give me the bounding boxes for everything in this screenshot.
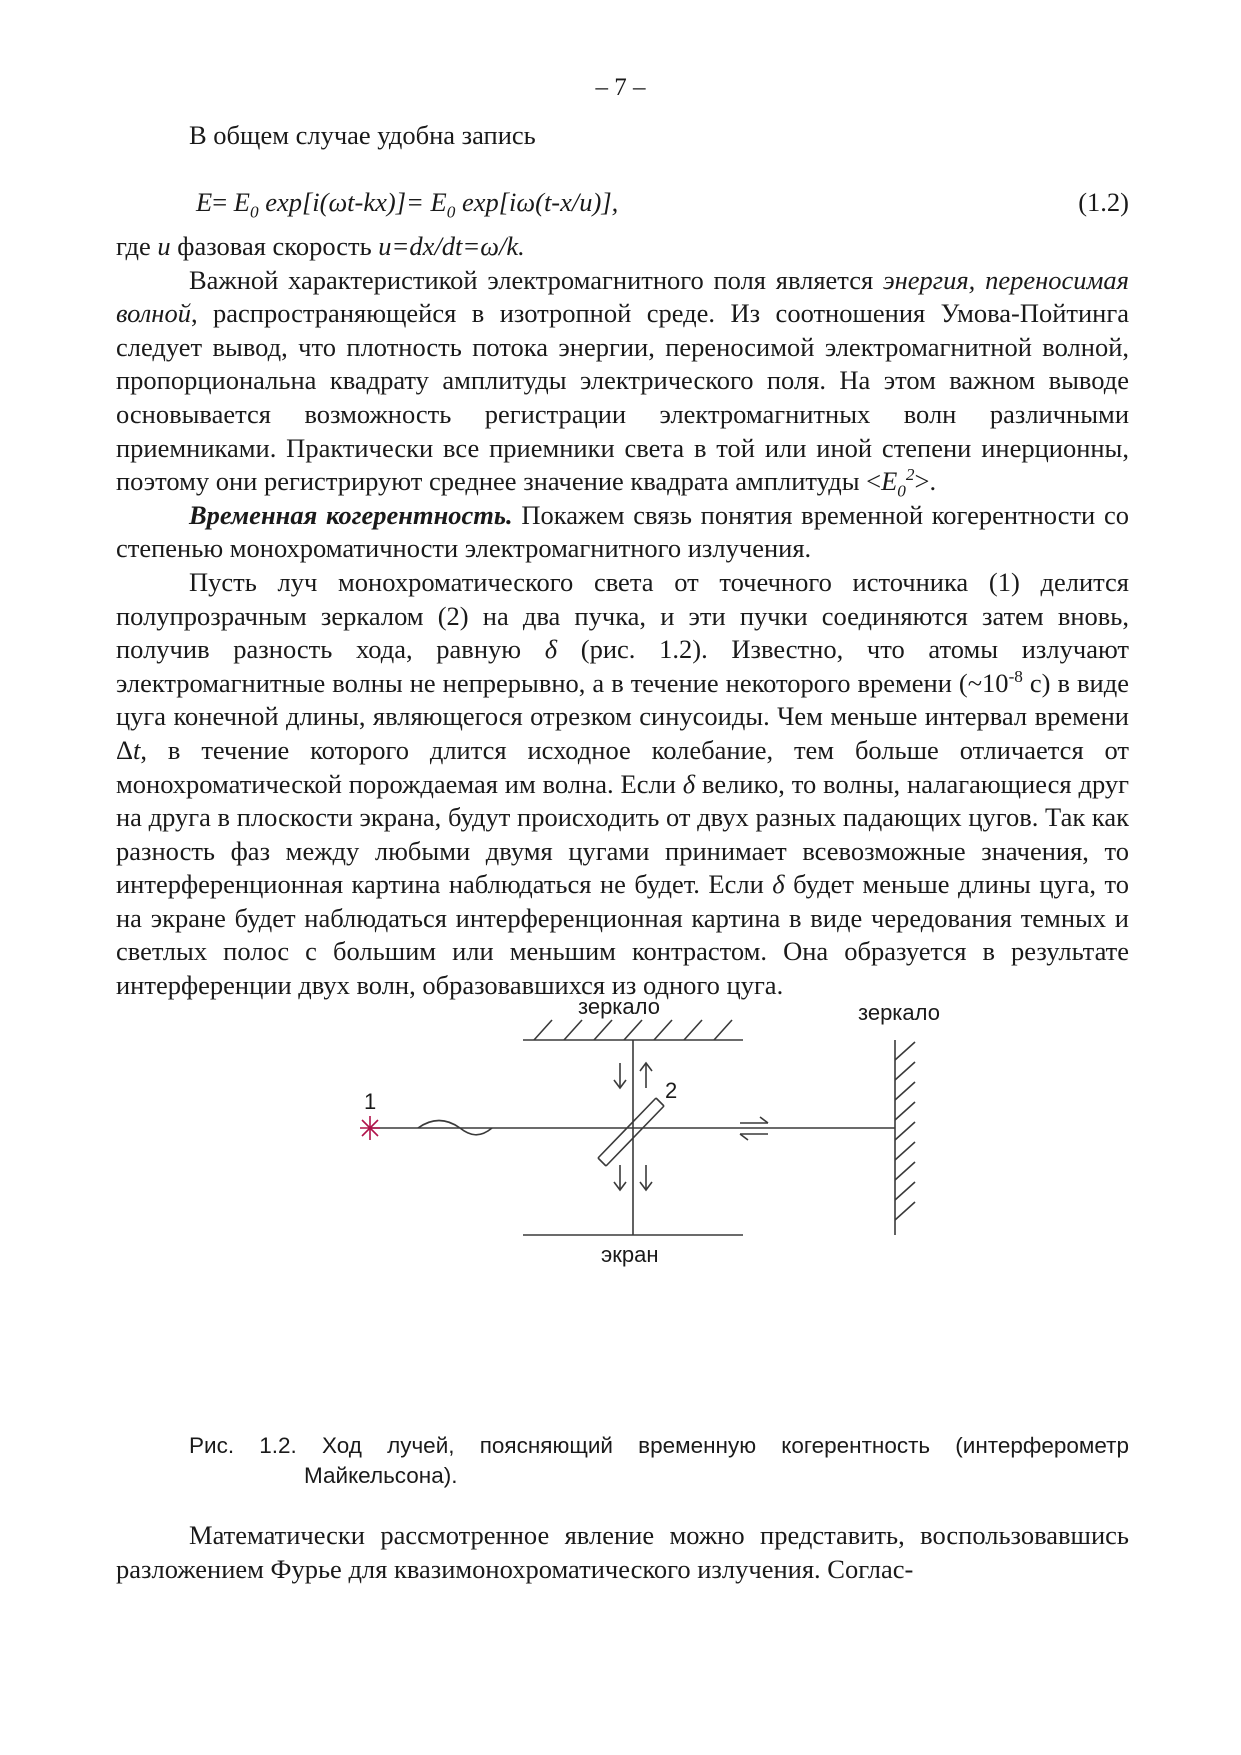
- arrow-up-icon: [640, 1063, 652, 1088]
- formula-e0-b: E: [430, 187, 447, 217]
- phase-pre: где: [116, 231, 158, 261]
- figure-caption: [189, 1431, 1129, 1491]
- beam-t1: Пусть луч монохроматического света от точечного источника (1) делится полупрозрачным зеркалом (2) на два пучка, и эти пучки соединяются затем вновь, получив разность хода, равную: [116, 566, 1129, 665]
- caption-w1: Ход: [321, 1433, 362, 1458]
- phase-formula: u=dx/dt=ω/k.: [378, 231, 525, 261]
- source-label: 1: [364, 1089, 377, 1114]
- coherence-text: Покажем связь понятия временной когерентности со степенью монохроматичности электромагнитного излучения.: [116, 499, 1129, 564]
- arrow-down-right-icon: [640, 1165, 652, 1190]
- splitter-label: 2: [665, 1078, 678, 1103]
- formula-eq: =: [212, 187, 234, 217]
- page-number: – 7 –: [595, 74, 646, 101]
- caption-w4: временную: [638, 1433, 757, 1458]
- energy-e: E: [881, 466, 898, 497]
- beam-exp: -8: [1008, 666, 1023, 686]
- beam-t5: велико, то волны, налагающиеся друг на друга в плоскости экрана, будут происходить от двух разных падающих цугов. Так как разность фаз между любыми двумя цугами принимает всевозможные значения, то интерференционная картина наблюдаться не будет. Если: [116, 768, 1129, 900]
- energy-start: Важной характеристикой электромагнитного поля является: [189, 264, 883, 295]
- intro-line: В общем случае удобна запись: [189, 120, 536, 150]
- bottom-text: [116, 1519, 1129, 1586]
- formula-sub0: 0: [249, 202, 259, 222]
- phase-u: u: [157, 231, 171, 261]
- formula-e0: E: [233, 187, 250, 217]
- formula-part1: exp[i(ωt-kx)]=: [258, 187, 431, 217]
- equation-number: (1.2): [1078, 187, 1129, 217]
- caption-w6: (интерферометр: [955, 1433, 1129, 1458]
- beam-t-var: t: [133, 734, 141, 765]
- caption-line-2: Майкельсона).: [304, 1463, 458, 1488]
- beam-t2: (рис. 1.2). Известно, что атомы излучают электромагнитные волны не непрерывно, а в течение некоторого времени (~10: [116, 634, 1129, 698]
- caption-line-1: [189, 1431, 1129, 1461]
- caption-prefix: Рис.: [189, 1433, 235, 1458]
- beam-t4: , в течение которого длится исходное колебание, тем больше отличается от монохроматической порождаемая им волна. Если: [116, 734, 1129, 799]
- coherence-title: Временная когерентность.: [189, 499, 513, 530]
- energy-lt: <: [866, 466, 882, 497]
- energy-rest: , распространяющейся в изотропной среде. Из соотношения Умова-Пойтинга следует вывод, что плотность потока энергии, переносимой электромагнитной волной, пропорциональна квадрату амплитуды электрического поля. На этом важном выводе основывается возможность регистрации электромагнитных волн различными приемниками. Практически все приемники света в той или иной степени инерционны, поэтому они регистрируют среднее значение квадрата амплитуды: [116, 298, 1129, 497]
- caption-num: 1.2.: [259, 1433, 297, 1458]
- beam-t6: будет меньше длины цуга, то на экране будет наблюдаться интерференционная картина в виде чередования темных и светлых полос с большим или меньшим контрастом. Она образуется в результате интерференции двух волн, образовавшихся из одного цуга.: [116, 869, 1129, 1001]
- caption-w5: когерентность: [781, 1433, 931, 1458]
- top-mirror-hatch: [534, 1020, 732, 1040]
- mirror-top-label: зеркало: [578, 994, 660, 1019]
- beam-delta-1: δ: [544, 634, 558, 665]
- phase-mid: фазовая скорость: [170, 231, 379, 261]
- formula-sub0-b: 0: [446, 202, 456, 222]
- beam-delta-2: δ: [682, 768, 696, 799]
- energy-italic: энергия, переносимая волной: [116, 264, 1129, 329]
- beam-splitter: [598, 1098, 664, 1166]
- arrow-down-left-icon: [614, 1165, 626, 1190]
- beam-t3: с) в виде цуга конечной длины, являющегося отрезком синусоиды. Чем меньше интервал времени Δ: [116, 667, 1129, 765]
- paragraph-fourier: Математически рассмотренное явление можно представить, воспользовавшись разложением Фурье для квазимонохроматического излучения. Соглас-: [116, 1520, 1129, 1584]
- arrow-down-icon: [614, 1063, 626, 1088]
- screen-label: экран: [601, 1242, 659, 1267]
- energy-gt: >.: [914, 466, 937, 497]
- beam-delta-3: δ: [772, 869, 785, 900]
- formula-e: E: [196, 187, 213, 217]
- energy-sub: 0: [897, 481, 906, 501]
- source-star-icon: [360, 1116, 380, 1140]
- caption-w2: лучей,: [387, 1433, 455, 1458]
- caption-w3: поясняющий: [479, 1433, 613, 1458]
- right-mirror-hatch: [895, 1042, 915, 1220]
- energy-sup: 2: [905, 465, 915, 485]
- formula-part2: exp[iω(t-x/u)],: [455, 187, 619, 217]
- mirror-right-label: зеркало: [858, 1000, 940, 1025]
